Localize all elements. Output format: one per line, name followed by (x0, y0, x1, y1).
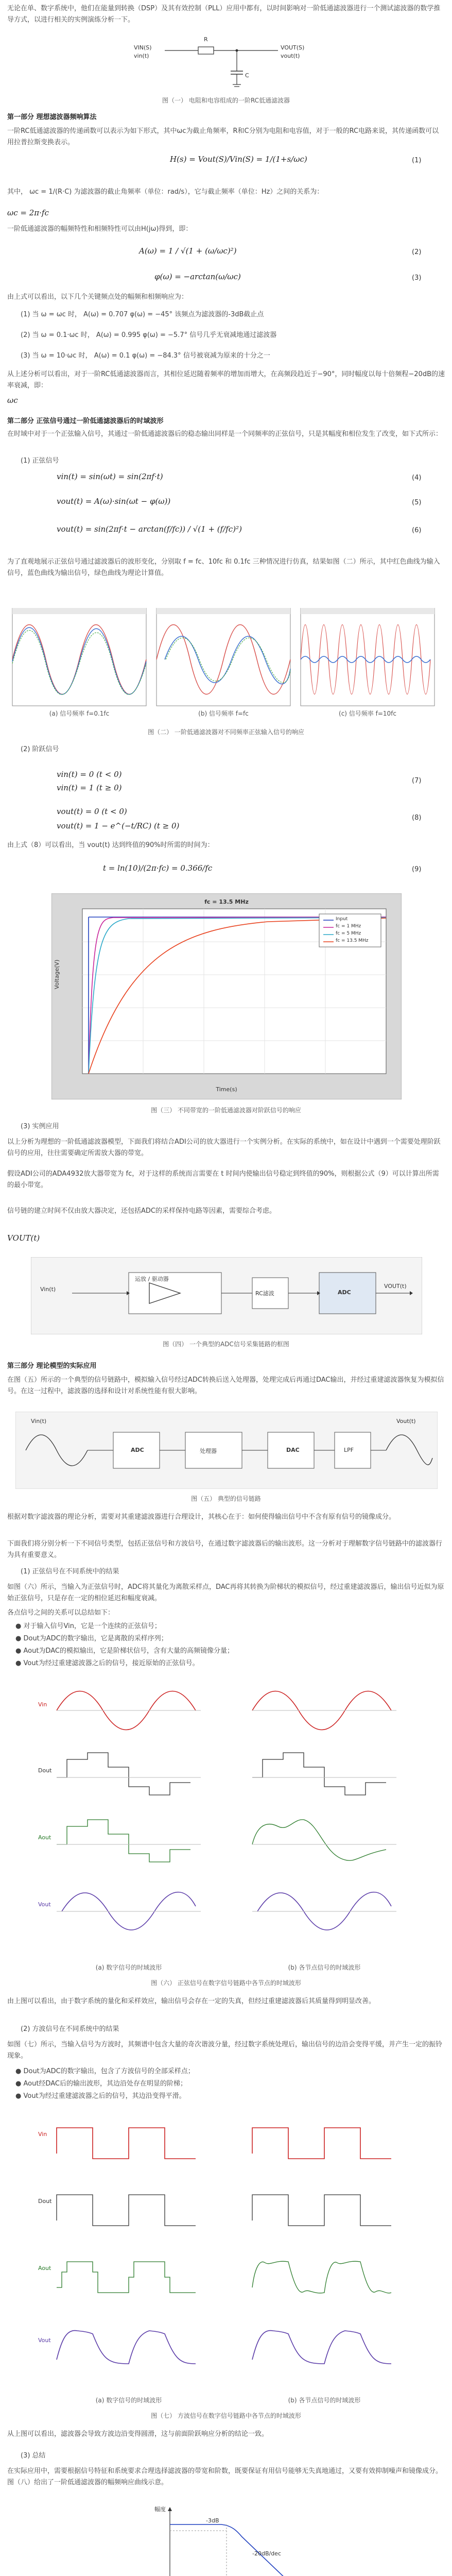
sec4-b1: ● 对于输入信号Vin，它是一个连续的正弦信号； (15, 1622, 161, 1630)
sec2-eq3-no: (6) (412, 527, 422, 534)
sec2-li1: (1) 正弦信号 (21, 457, 59, 465)
rc-circuit-diagram (139, 35, 314, 92)
resistor-label: R (204, 36, 208, 43)
sec1-eq5: ωc (7, 396, 18, 405)
sec4-p7: 如图（七）所示，当输入信号为方波时，其频谱中包含大量的奇次谐波分量，经过数字系统处理后，输出信号的边沿会变得平缓，并产生一定的振铃现象。 (7, 2041, 443, 2060)
fig3-legend-13mhz: fc = 13.5 MHz (336, 938, 369, 943)
sec3-p4: 信号链的建立时间不仅由放大器决定，还包括ADC的采样保持电路等因素，需要综合考虑。 (7, 1207, 276, 1215)
sec2-p1: 在时域中对于一个正弦输入信号，其通过一阶低通滤波器后的稳态输出同样是一个同频率的正弦信号，只是其幅度和相位发生了改变，如下式所示： (7, 430, 443, 438)
fig7-caption: 图（七） 方波信号在数字信号链路中各节点的时域波形 (151, 2412, 301, 2419)
sec2-p3: 由上式（8）可以看出，当 vout(t) 达到终值的90%时所需的时间为： (7, 841, 214, 849)
fig2-sine-plots (7, 608, 445, 721)
sec4-p4: 如图（六）所示，当输入为正弦信号时，ADC将其量化为离散采样点，DAC再将其转换为阶梯状的模拟信号，经过重建滤波器后，输出信号近似为原始正弦信号，只是存在一定的相位延迟和幅度衰减。 (7, 1583, 444, 1602)
sec4-p1: 在图（五）所示的一个典型的信号链路中，模拟输入信号经过ADC转换后送入处理器，处理完成后再通过DAC输出，并经过重建滤波器恢复为模拟信号。在这一过程中，滤波器的选择和设计对系统性能有很大影响。 (7, 1376, 444, 1395)
sec4-li2: (2) 方波信号在不同系统中的结果 (21, 2025, 119, 2033)
fig4-caption: 图（四） 一个典型的ADC信号采集链路的框图 (163, 1341, 289, 1348)
sec1-eq3-no: (2) (412, 248, 422, 256)
sec2-eq4a: vin(t) = 0 (t < 0) (57, 770, 122, 779)
fig3-caption: 图（三） 不同带宽的一阶低通滤波器对阶跃信号的响应 (151, 1107, 301, 1114)
fig5-chain-diagram (15, 1412, 438, 1489)
sec2-p2: 为了直观地展示正弦信号通过滤波器后的波形变化，分别取 f = fc、10fc 和 0.1fc 三种情况进行仿真，结果如图（二）所示，其中红色曲线为输入信号，蓝色曲线为输出信号，绿色曲线为理论计算值。 (7, 558, 440, 577)
sec2-eq2-no: (5) (412, 499, 422, 506)
sec3-p1: 以上分析为理想的一阶低通滤波器模型，下面我们将结合ADI公司的放大器进行一个实例分析。在实际的系统中，如在设计中遇到一个需要处理阶跃信号的应用，往往需要确定所需放大器的带宽。 (7, 1138, 441, 1157)
fig5-out: Vout(t) (396, 1418, 416, 1425)
sec1-p1: 一阶RC低通滤波器的传递函数可以表示为如下形式，其中ωc为截止角频率，R和C分别为电阻和电容值，对于一般的RC电路来说，其传递函数可以用拉普拉斯变换表示。 (7, 127, 439, 146)
sec4-li3: (3) 总结 (21, 2452, 46, 2460)
vin-label: VIN(S) (134, 44, 152, 51)
fig7-sub-a: (a) 数字信号的时域波形 (95, 2397, 162, 2404)
fig2-sub-a: (a) 信号频率 f=0.1fc (49, 710, 110, 717)
sec4-p6: 由上图可以看出，由于数字系统的量化和采样效应，输出信号会存在一定的失真，但经过重建滤波器后其质量得到明显改善。 (7, 1997, 376, 2005)
fig4-filter: RC滤波 (255, 1290, 274, 1297)
sec1-li2: (2) 当 ω = 0.1·ωc 时， A(ω) = 0.995 φ(ω) = −5.7° 信号几乎无衰减地通过滤波器 (21, 331, 277, 339)
sec1-p2: 其中， ωc = 1/(R·C) 为滤波器的截止角频率（单位：rad/s），它与截止频率（单位：Hz）之间的关系为： (7, 188, 324, 196)
fig6-vout-label: Vout (38, 1901, 51, 1908)
fig6-vin-label: Vin (38, 1701, 47, 1708)
sec4-p12: 在实际应用中，需要根据信号特征和系统要求合理选择滤波器的带宽和阶数，既要保证有用信号能够无失真地通过，又要有效抑制噪声和镜像成分。图（八）给出了一阶低通滤波器的幅频响应曲线示意。 (7, 2467, 443, 2486)
sec1-eq4-no: (3) (412, 274, 422, 282)
fig7-sub-b: (b) 各节点信号的时域波形 (288, 2397, 361, 2404)
sec2-eq1: vin(t) = sin(ωt) = sin(2πf·t) (57, 472, 163, 481)
sec2-eq2: vout(t) = A(ω)·sin(ωt − φ(ω)) (57, 497, 171, 506)
fig3-ylabel: Voltage(V) (54, 959, 60, 989)
sec2-eq4-no: (7) (412, 777, 422, 785)
vin-time-label: vin(t) (134, 53, 149, 59)
fig7-dout-label: Dout (38, 2198, 52, 2205)
fig3-legend-input: Input (336, 917, 348, 922)
fig6-dout-label: Dout (38, 1767, 52, 1774)
sec4-p10: ● Vout为经过重建滤波器之后的信号，其边沿变得平滑。 (15, 2092, 186, 2100)
sec4-p8: ● Dout为ADC的数字输出，包含了方波信号的全部采样点； (15, 2067, 195, 2075)
fig4-amp: 运放 / 驱动器 (135, 1276, 169, 1282)
fig6-sub-a: (a) 数字信号的时域波形 (95, 1964, 162, 1971)
sec1-eq1-no: (1) (412, 157, 422, 164)
vout-label: VOUT(S) (281, 44, 305, 51)
fig7-vout-label: Vout (38, 2337, 51, 2344)
fig7-square-waveforms (36, 2112, 417, 2401)
fig6-sub-b: (b) 各节点信号的时域波形 (288, 1964, 361, 1971)
fig5-adc: ADC (131, 1447, 144, 1453)
fig7-vin-label: Vin (38, 2131, 47, 2138)
sec4-p3: 下面我们将分别分析一下不同信号类型，包括正弦信号和方波信号，在通过数字滤波器后的输出波形。这一分析对于理解数字信号链路中的滤波器行为具有重要意义。 (7, 1540, 443, 1559)
fig3-xlabel: Time(s) (216, 1086, 237, 1093)
fig5-dsp: 处理器 (200, 1448, 217, 1454)
sec3-p2: 假设ADI公司的ADA4932放大器带宽为 fc，对于这样的系统而言需要在 t 时间内使输出信号稳定到终值的90%，则根据公式（9）可以计算出所需的最小带宽。 (7, 1170, 439, 1189)
sec4-title: 第三部分 理论模型的实际应用 (7, 1362, 97, 1370)
sec4-b3: ● Aout为DAC的模拟输出，它是阶梯状信号，含有大量的高频镜像分量； (15, 1647, 234, 1655)
sec2-eq5b: vout(t) = 1 − e^(−t/RC) (t ≥ 0) (57, 821, 180, 831)
sec4-li1: (1) 正弦信号在不同系统中的结果 (21, 1568, 119, 1575)
sec1-title: 第一部分 理想滤波器频响算法 (7, 113, 97, 121)
fig4-output: VOUT(t) (384, 1283, 407, 1290)
sec1-li3: (3) 当 ω = 10·ωc 时， A(ω) = 0.1 φ(ω) = −84.3° 信号被衰减为原来的十分之一 (21, 352, 270, 360)
fig3-title: fc = 13.5 MHz (204, 899, 249, 905)
sec1-p4: 由上式可以看出，以下几个关键频点处的幅频和相频响应为： (7, 293, 188, 301)
vout-time-label: vout(t) (281, 53, 300, 59)
sec2-li2: (2) 阶跃信号 (21, 745, 59, 753)
sec2-eq6: t = ln(10)/(2π·fc) = 0.366/fc (103, 863, 213, 873)
sec2-eq3: vout(t) = sin(2πf·t − arctan(f/fc)) / √(1 + (f/fc)²) (57, 524, 242, 534)
sec4-p2: 根据对数字滤波器的理论分析，需要对其重建滤波器进行合理设计，其核心在于：如何使得输出信号中不含有原有信号的镜像成分。 (7, 1513, 396, 1521)
fig5-caption: 图（五） 典型的信号链路 (191, 1495, 261, 1502)
fig6-sine-waveforms (36, 1680, 417, 1968)
sec4-b4: ● Vout为经过重建滤波器之后的信号，接近原始的正弦信号。 (15, 1659, 199, 1667)
sec1-eq3: A(ω) = 1 / √(1 + (ω/ωc)²) (139, 246, 237, 256)
fig7-aout-label: Aout (38, 2265, 51, 2272)
fig5-lpf: LPF (344, 1447, 354, 1453)
fig2-sub-b: (b) 信号频率 f=fc (198, 710, 249, 717)
fig6-aout-label: Aout (38, 1834, 51, 1841)
sec4-p11: 从上图可以看出，滤波器会导致方波边沿变得圆滑，这与前面阶跃响应分析的结论一致。 (7, 2430, 269, 2438)
sec2-eq5-no: (8) (412, 814, 422, 822)
fig6-caption: 图（六） 正弦信号在数字信号链路中各节点的时域波形 (151, 1979, 301, 1987)
sec2-eq1-no: (4) (412, 474, 422, 482)
fig8-y-label: 幅度 (154, 2506, 166, 2513)
sec1-eq1: H(s) = Vout(S)/Vin(S) = 1/(1+s/ωc) (170, 155, 307, 164)
sec2-title: 第二部分 正弦信号通过一阶低通滤波器后的时域波形 (7, 417, 164, 425)
sec1-eq4: φ(ω) = −arctan(ω/ωc) (154, 272, 241, 281)
fig4-source: Vin(t) (40, 1286, 56, 1293)
sec3-vout: VOUT(t) (7, 1233, 40, 1243)
sec1-p5: 从上述分析可以看出，对于一阶RC低通滤波器而言，其相位延迟随着频率的增加而增大，在高频段趋近于−90°，同时幅度以每十倍频程−20dB的速率衰减，即： (7, 370, 445, 389)
sec1-p3: 一阶低通滤波器的幅频特性和相频特性可以由H(jω)得到，即： (7, 225, 193, 233)
fig1-caption: 图（一） 电阻和电容组成的一阶RC低通滤波器 (162, 97, 290, 104)
fig4-signal-chain-diagram (31, 1257, 422, 1334)
fig8-3db-label: -3dB (206, 2517, 219, 2524)
sec2-eq5a: vout(t) = 0 (t < 0) (57, 807, 127, 816)
fig8-magnitude-response (149, 2504, 304, 2576)
sec1-li1: (1) 当 ω = ωc 时， A(ω) = 0.707 φ(ω) = −45° 该频点为滤波器的-3dB截止点 (21, 311, 264, 318)
sec4-b2: ● Dout为ADC的数字输出，它是离散的采样序列； (15, 1635, 168, 1642)
sec2-eq4b: vin(t) = 1 (t ≥ 0) (57, 783, 122, 792)
fig5-in: Vin(t) (31, 1418, 47, 1425)
sec4-p5: 各点信号之间的关系可以总结如下： (7, 1609, 115, 1617)
sec3-heading: (3) 实例应用 (21, 1123, 59, 1130)
fig3-legend-1mhz: fc = 1 MHz (336, 924, 361, 929)
fig4-adc: ADC (338, 1289, 351, 1296)
intro-paragraph: 无论在单、数字系统中，他们在能量到转换（DSP）及其有效控制（PLL）应用中都有，以时间影响对一阶低通滤波器进行一个测试滤波器的数学推导方式，以进行相关的实例演练分析一下。 (7, 5, 441, 24)
fig5-dac: DAC (286, 1447, 300, 1453)
sec1-eq2: ωc = 2π·fc (7, 208, 49, 217)
sec2-eq6-no: (9) (412, 866, 422, 873)
fig8-slope-label: -20dB/dec (252, 2550, 281, 2557)
fig2-caption: 图（二） 一阶低通滤波器对不同频率正弦输入信号的响应 (148, 728, 304, 736)
fig3-legend-5mhz: fc = 5 MHz (336, 931, 361, 936)
capacitor-label: C (245, 72, 249, 79)
sec4-p9: ● Aout经DAC后的输出波形，其边沿处存在明显的阶梯； (15, 2080, 187, 2088)
fig2-sub-c: (c) 信号频率 f=10fc (339, 710, 396, 717)
